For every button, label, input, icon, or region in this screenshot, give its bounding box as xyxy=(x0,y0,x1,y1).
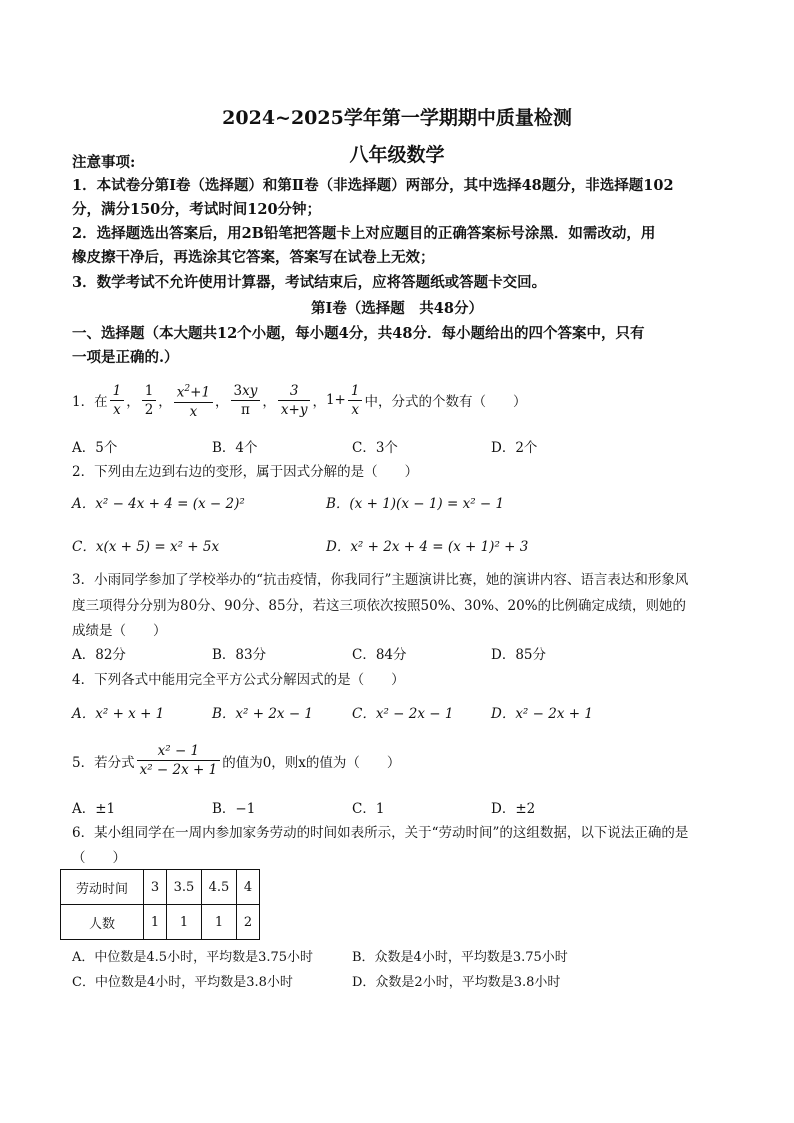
note-3: 3．数学考试不允许使用计算器，考试结束后，应将答题纸或答题卡交回。 xyxy=(72,274,547,291)
q6-option-b: B．众数是4小时，平均数是3.75小时 xyxy=(352,950,568,965)
q1-option-a: A．5个 xyxy=(72,440,118,456)
q4-option-a: A．x² + x + 1 xyxy=(72,706,165,722)
question-5 xyxy=(72,742,400,779)
q1-fraction-2: $\frac{1}{2}$ xyxy=(142,382,157,419)
q3-option-d: D．85分 xyxy=(491,647,547,663)
table-row xyxy=(61,870,260,905)
q5-option-d: D．±2 xyxy=(491,801,536,817)
q5-prefix: 5．若分式 xyxy=(72,754,135,771)
q2-option-d: D．x² + 2x + 4 = (x + 1)² + 3 xyxy=(326,539,529,555)
q3-option-a: A．82分 xyxy=(72,647,126,663)
q5-suffix: 的值为0，则x的值为（ ） xyxy=(222,754,401,771)
table-cell: 人数 xyxy=(61,905,144,940)
q6-option-d: D．众数是2小时，平均数是3.8小时 xyxy=(352,975,561,990)
exam-title: 2024~2025学年第一学期期中质量检测 xyxy=(222,107,572,129)
q1-option-b: B．4个 xyxy=(212,440,258,456)
q1-prefix: 1．在 xyxy=(72,394,108,411)
q5-numerator: x² − 1 xyxy=(137,742,221,761)
q3-line-1: 3．小雨同学参加了学校举办的“抗击疫情，你我同行”主题演讲比赛，她的演讲内容、语言表达和形象风 xyxy=(72,572,689,588)
q5-option-b: B．−1 xyxy=(212,801,256,817)
q5-option-c: C．1 xyxy=(352,801,385,817)
table-cell: 1 xyxy=(144,905,167,940)
exam-subtitle: 八年级数学 xyxy=(349,144,445,166)
table-cell: 1 xyxy=(202,905,237,940)
section-title: 第Ⅰ卷（选择题 共48分） xyxy=(311,300,483,317)
section-instructions-line-2: 一项是正确的.） xyxy=(72,349,179,366)
table-cell: 2 xyxy=(237,905,260,940)
q4-stem: 4．下列各式中能用完全平方公式分解因式的是（ ） xyxy=(72,672,405,688)
table-cell: 3 xyxy=(144,870,167,905)
note-1-line-2: 分，满分150分，考试时间120分钟； xyxy=(72,201,322,218)
q1-fraction-5: $\frac{3}{x+y}$ xyxy=(278,382,311,419)
q1-fraction-3: $\frac{x^2+1}{x}$ xyxy=(174,380,213,421)
note-1-line-1: 1．本试卷分第Ⅰ卷（选择题）和第Ⅱ卷（非选择题）两部分，其中选择48题分，非选择题102 xyxy=(72,177,674,194)
question-1: 1．在 $\frac{1}{x}$ ， $\frac{1}{2}$ ， $\frac{x^2+1}{x}$ ， $\frac{3xy}{\pi}$ ， $\frac{3}{x+y}$ ， 1+ $\frac{1}{x}$ 中，分式的个数有（ ） xyxy=(72,380,526,421)
note-2-line-1: 2．选择题选出答案后，用2B铅笔把答题卡上对应题目的正确答案标号涂黑．如需改动，用 xyxy=(72,225,656,242)
q6-line-2: （ ） xyxy=(72,850,126,866)
q2-option-c: C．x(x + 5) = x² + 5x xyxy=(72,539,220,555)
q1-fraction-1: $\frac{1}{x}$ xyxy=(110,382,125,419)
q6-data-table xyxy=(60,869,260,940)
note-2-line-2: 橡皮擦干净后，再选涂其它答案，答案写在试卷上无效； xyxy=(72,249,435,266)
q4-option-b: B．x² + 2x − 1 xyxy=(212,706,314,722)
table-cell: 4.5 xyxy=(202,870,237,905)
q6-option-c: C．中位数是4小时，平均数是3.8小时 xyxy=(72,975,293,990)
q3-line-2: 度三项得分分别为80分、90分、85分，若这三项依次按照50%、30%、20%的比例确定成绩，则她的 xyxy=(72,598,687,614)
q1-suffix: 中，分式的个数有（ ） xyxy=(364,394,527,411)
q3-line-3: 成绩是（ ） xyxy=(72,623,167,639)
q3-option-c: C．84分 xyxy=(352,647,407,663)
q1-option-c: C．3个 xyxy=(352,440,398,456)
table-cell: 4 xyxy=(237,870,260,905)
q4-option-d: D．x² − 2x + 1 xyxy=(491,706,593,722)
q2-option-b: B．(x + 1)(x − 1) = x² − 1 xyxy=(326,496,505,512)
q1-fraction-6: $\frac{1}{x}$ xyxy=(348,382,363,419)
q3-option-b: B．83分 xyxy=(212,647,267,663)
q5-option-a: A．±1 xyxy=(72,801,116,817)
q1-fraction-4: $\frac{3xy}{\pi}$ xyxy=(231,382,261,419)
q2-option-a: A．x² − 4x + 4 = (x − 2)² xyxy=(72,496,245,512)
q5-fraction xyxy=(137,742,221,779)
q5-denominator: x² − 2x + 1 xyxy=(139,762,218,778)
q6-option-a: A．中位数是4.5小时，平均数是3.75小时 xyxy=(72,950,314,965)
table-cell: 3.5 xyxy=(167,870,202,905)
table-cell: 1 xyxy=(167,905,202,940)
table-cell: 劳动时间 xyxy=(61,870,144,905)
notes-heading: 注意事项: xyxy=(72,154,136,171)
section-instructions-line-1: 一、选择题（本大题共12个小题，每小题4分，共48分．每小题给出的四个答案中，只有 xyxy=(72,325,645,342)
q6-line-1: 6．某小组同学在一周内参加家务劳动的时间如表所示，关于“劳动时间”的这组数据，以下说法正确的是 xyxy=(72,825,689,841)
q2-stem: 2．下列由左边到右边的变形，属于因式分解的是（ ） xyxy=(72,464,419,480)
q4-option-c: C．x² − 2x − 1 xyxy=(352,706,454,722)
q1-option-d: D．2个 xyxy=(491,440,538,456)
table-row xyxy=(61,905,260,940)
